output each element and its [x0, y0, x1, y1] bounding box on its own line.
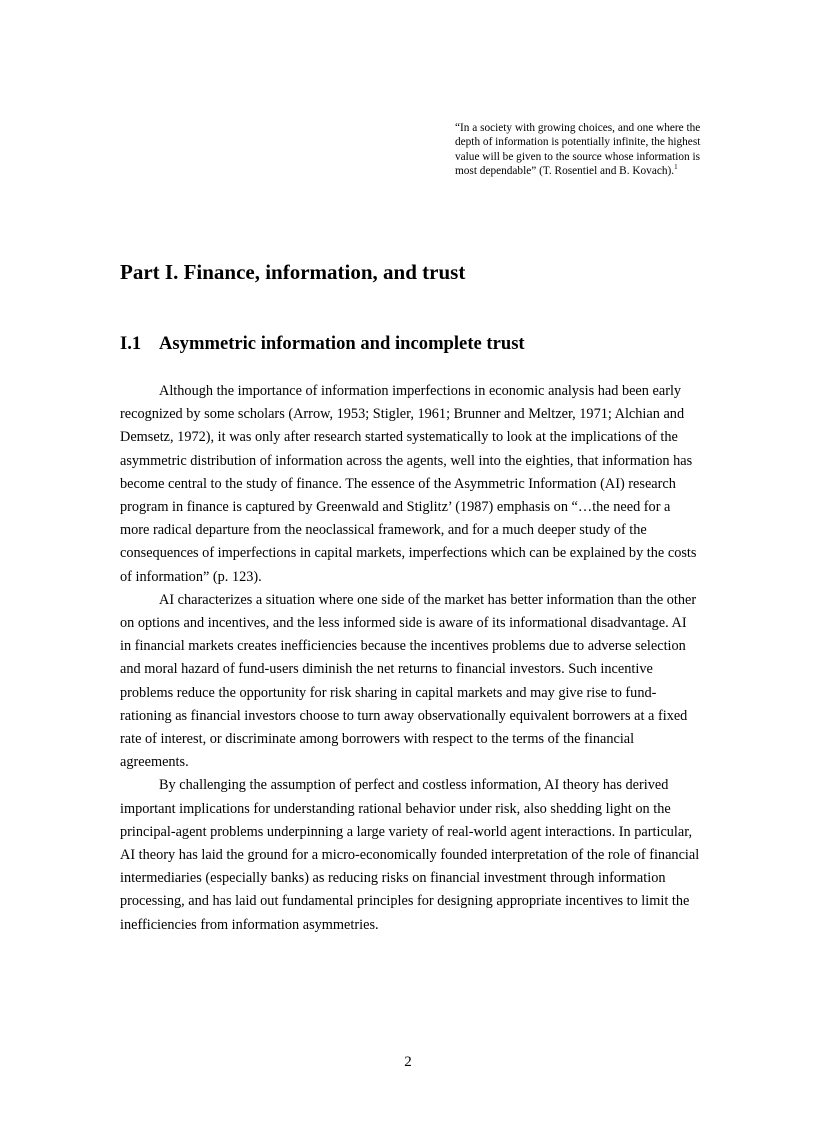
section-heading — [120, 331, 525, 357]
footnote-mark[interactable]: 1 — [674, 163, 678, 172]
epigraph-quote — [455, 121, 705, 179]
section-title: Asymmetric information and incomplete trust — [159, 333, 525, 354]
epigraph-text: “In a society with growing choices, and one where the depth of information is potentially infinite, the highest value will be given to the source whose information is most dependable” (T. Rosentiel and B. Kovach). — [455, 122, 701, 178]
section-number: I.1 — [120, 333, 142, 354]
page-number: 2 — [404, 1054, 412, 1070]
body-text — [120, 380, 700, 937]
paragraph-3: By challenging the assumption of perfect and costless information, AI theory has derived important implications for understanding rational behavior under risk, also shedding light on the principal-agent problems underpinning a large variety of real-world agent interactions. In particular, AI theory has laid the ground for a micro-economically founded interpretation of the role of financial intermediaries (especially banks) as reducing risks on financial investment through information processing, and has laid out fundamental principles for designing appropriate incentives to limit the inefficiencies from information asymmetries. — [120, 777, 700, 933]
paragraph-2: AI characterizes a situation where one side of the market has better information than the other on options and incentives, and the less informed side is aware of its informational disadvantage. AI in financial markets creates inefficiencies because the incentives problems due to adverse selection and moral hazard of fund-users diminish the net returns to financial investors. Such incentive problems reduce the opportunity for risk sharing in capital markets and may give rise to fund-rationing as financial investors choose to turn away observationally equivalent borrowers at a fixed rate of interest, or discriminate among borrowers with respect to the terms of the financial agreements. — [120, 591, 697, 771]
part-heading: Part I. Finance, information, and trust — [120, 260, 466, 284]
paragraph-1: Although the importance of information imperfections in economic analysis had been early recognized by some scholars (Arrow, 1953; Stigler, 1961; Brunner and Meltzer, 1971; Alchian and Demsetz, 1972), it was only after research started systematically to look at the implications of the asymmetric distribution of information across the agents, well into the eighties, that information has become central to the study of finance. The essence of the Asymmetric Information (AI) research program in finance is captured by Greenwald and Stiglitz’ (1987) emphasis on “…the need for a more radical departure from the neoclassical framework, and for a much deeper study of the consequences of imperfections in capital markets, imperfections which can be explained by the costs of information” (p. 123). — [120, 383, 697, 585]
